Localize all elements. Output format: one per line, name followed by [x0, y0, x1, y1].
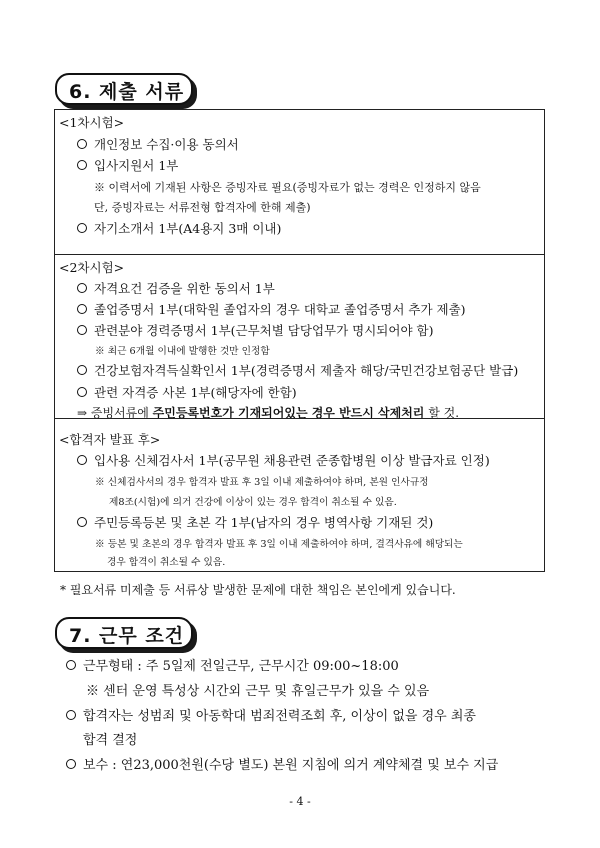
list-item-continuation: 합격 결정 [83, 733, 138, 748]
list-item: 보수 : 연23,000천원(수당 별도) 본원 지침에 의거 계약체결 및 보수 지급 [66, 758, 498, 774]
bullet-circle-icon [77, 387, 87, 397]
delete-instruction: ⇒ 증빙서류에 주민등록번호가 기재되어있는 경우 반드시 삭제처리 할 것. [77, 406, 460, 420]
list-item: 건강보험자격득실확인서 1부(경력증명서 제출자 해당/국민건강보험공단 발급) [77, 363, 518, 379]
list-item: 졸업증명서 1부(대학원 졸업자의 경우 대학교 졸업증명서 추가 제출) [77, 302, 466, 318]
delete-instruction-emphasis: 주민등록번호가 기재되어있는 경우 반드시 삭제처리 [152, 406, 425, 420]
note-text: ※ 센터 운영 특성상 시간외 근무 및 휴일근무가 있을 수 있음 [86, 684, 430, 699]
footnote: * 필요서류 미제출 등 서류상 발생한 문제에 대한 책임은 본인에게 있습니다. [60, 583, 456, 597]
list-item: 입사지원서 1부 [77, 158, 178, 174]
bullet-circle-icon [77, 365, 87, 375]
section-6-title [55, 73, 193, 105]
note-text: ※ 최근 6개월 이내에 발행한 것만 인정함 [95, 346, 270, 357]
first-exam-box [54, 109, 545, 255]
bullet-circle-icon [77, 304, 87, 314]
second-exam-header: <2차시험> [59, 260, 125, 275]
bullet-circle-icon [77, 325, 87, 335]
first-exam-header: <1차시험> [59, 115, 125, 130]
bullet-circle-icon [77, 160, 87, 170]
note-text: 경우 합격이 취소될 수 있음. [107, 557, 226, 568]
list-item: 입사용 신체검사서 1부(공무원 채용관련 준종합병원 이상 발급자료 인정) [77, 453, 490, 469]
bullet-circle-icon [66, 660, 76, 670]
bullet-circle-icon [77, 139, 87, 149]
second-exam-box [54, 254, 545, 419]
bullet-circle-icon [77, 517, 87, 527]
page-number: - 4 - [289, 795, 311, 808]
bullet-circle-icon [77, 223, 87, 233]
bullet-circle-icon [66, 759, 76, 769]
list-item: 관련분야 경력증명서 1부(근무처별 담당업무가 명시되어야 함) [77, 323, 433, 339]
after-pass-header: <합격자 발표 후> [59, 432, 161, 447]
section-7-title [55, 617, 193, 649]
note-text: 단, 증빙자료는 서류전형 합격자에 한해 제출) [94, 201, 311, 214]
list-item: 합격자는 성범죄 및 아동학대 범죄전력조회 후, 이상이 없을 경우 최종 [66, 709, 476, 725]
list-item: 관련 자격증 사본 1부(해당자에 한함) [77, 385, 297, 401]
note-text: ※ 이력서에 기재된 사항은 증빙자료 필요(증빙자료가 없는 경력은 인정하지 않음 [94, 181, 481, 194]
bullet-circle-icon [77, 455, 87, 465]
list-item: 자격요건 검증을 위한 동의서 1부 [77, 281, 275, 297]
section-7-title-text: 7. 근무 조건 [69, 625, 185, 647]
list-item: 주민등록등본 및 초본 각 1부(남자의 경우 병역사항 기재된 것) [77, 515, 433, 531]
bullet-circle-icon [77, 283, 87, 293]
note-text: ※ 등본 및 초본의 경우 합격자 발표 후 3일 이내 제출하여야 하며, 결격사유에 해당되는 [95, 539, 463, 550]
list-item: 자기소개서 1부(A4용지 3매 이내) [77, 221, 281, 237]
after-pass-box [54, 418, 545, 572]
list-item: 근무형태 : 주 5일제 전일근무, 근무시간 09:00~18:00 [66, 659, 399, 675]
note-text: 제8조(시험)에 의거 건강에 이상이 있는 경우 합격이 취소될 수 있음. [109, 497, 397, 508]
list-item: 개인정보 수집·이용 동의서 [77, 137, 239, 153]
note-text: ※ 신체검사서의 경우 합격자 발표 후 3일 이내 제출하여야 하며, 본원 인사규정 [95, 477, 429, 488]
bullet-circle-icon [66, 710, 76, 720]
section-6-title-text: 6. 제출 서류 [69, 81, 185, 103]
